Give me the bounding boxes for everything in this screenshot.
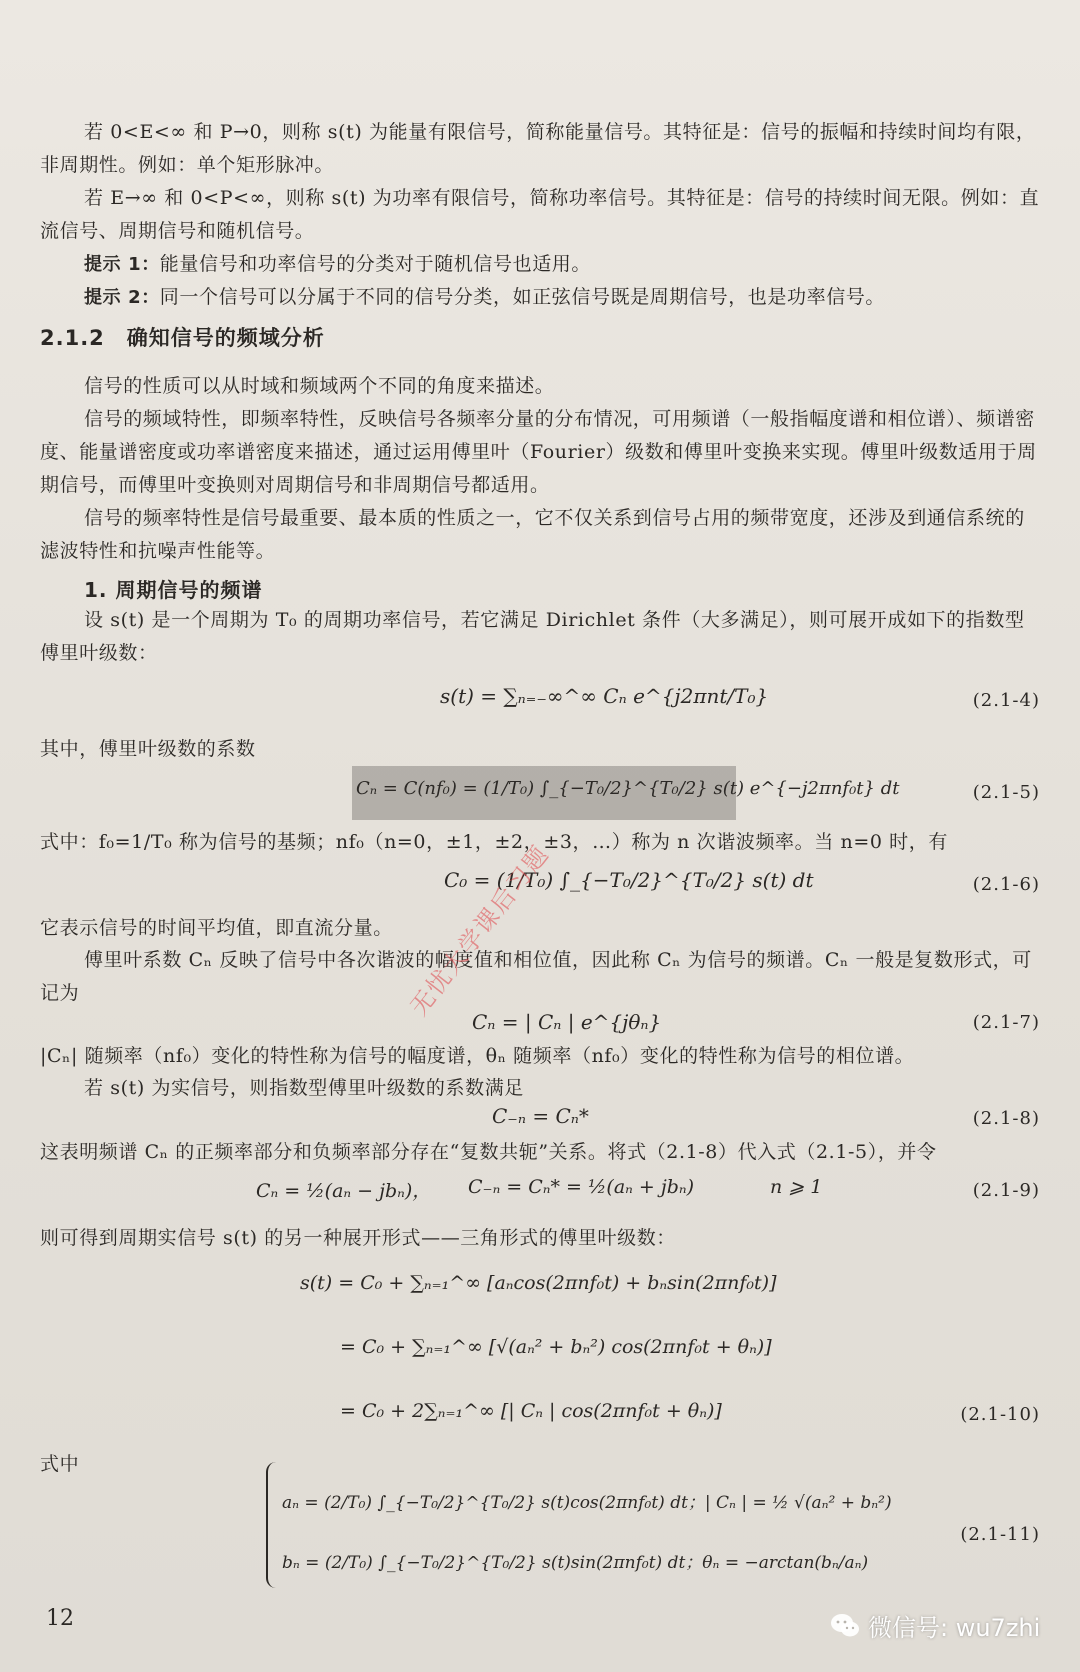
equation-number-2-1-7: (2.1-7) [972,1012,1040,1033]
paragraph-energy-signal: 若 0<E<∞ 和 P→0，则称 s(t) 为能量有限信号，简称能量信号。其特征是：信号的振幅和持续时间均有限，非周期性。例如：单个矩形脉冲。 [40,121,1036,176]
paragraph-spectrum-definition: 傅里叶系数 Cₙ 反映了信号中各次谐波的幅度值和相位值，因此称 Cₙ 为信号的频谱。Cₙ 一般是复数形式，可记为 [40,949,1032,1004]
formula-2-1-10-line-2: = C₀ + ∑ₙ₌₁^∞ [√(aₙ² + bₙ²) cos(2πnf₀t + θₙ)] [340,1336,772,1358]
wechat-icon [830,1613,860,1639]
paragraph-dirichlet: 设 s(t) 是一个周期为 T₀ 的周期功率信号，若它满足 Dirichlet 条件（大多满足），则可展开成如下的指数型傅里叶级数： [40,609,1025,664]
formula-2-1-4: s(t) = ∑ₙ₌₋∞^∞ Cₙ e^{j2πnt/T₀} [440,684,769,708]
formula-2-1-7: Cₙ = | Cₙ | e^{jθₙ} [472,1010,662,1034]
paragraph-dc-component: 它表示信号的时间平均值，即直流分量。 [40,917,393,939]
watermark-text: 无忧大学课后习题 [404,839,555,1021]
formula-2-1-8: C₋ₙ = Cₙ* [492,1104,589,1128]
formula-2-1-10-line-3: = C₀ + 2∑ₙ₌₁^∞ [| Cₙ | cos(2πnf₀t + θₙ)] [340,1400,722,1422]
paragraph-amplitude-phase: |Cₙ| 随频率（nf₀）变化的特性称为信号的幅度谱，θₙ 随频率（nf₀）变化的特性称为信号的相位谱。 [40,1045,915,1067]
formula-2-1-6: C₀ = (1/T₀) ∫_{−T₀/2}^{T₀/2} s(t) dt [444,868,814,892]
hint-1-text: 能量信号和功率信号的分类对于随机信号也适用。 [159,253,591,275]
equation-number-2-1-9: (2.1-9) [972,1180,1040,1201]
equation-brace [266,1462,282,1588]
formula-2-1-5: Cₙ = C(nf₀) = (1/T₀) ∫_{−T₀/2}^{T₀/2} s(t) e^{−j2πnf₀t} dt [356,778,900,799]
formula-2-1-9a: Cₙ = ½(aₙ − jbₙ)， [256,1180,432,1202]
equation-number-2-1-11: (2.1-11) [960,1524,1040,1545]
paragraph-frequency-domain: 信号的频域特性，即频率特性，反映信号各频率分量的分布情况，可用频谱（一般指幅度谱和相位谱）、频谱密度、能量谱密度或功率谱密度来描述，通过运用傅里叶（Fourier）级数和傅里叶变换来实现。傅里叶级数适用于周期信号，而傅里叶变换则对周期信号和非周期信号都适用。 [40,408,1037,496]
section-heading: 2.1.2 确知信号的频域分析 [40,326,325,350]
equation-number-2-1-5: (2.1-5) [972,782,1040,803]
page-number: 12 [46,1606,74,1631]
paragraph-frequency-importance: 信号的频率特性是信号最重要、最本质的性质之一，它不仅关系到信号占用的频带宽度，还涉及到通信系统的滤波特性和抗噪声性能等。 [40,507,1025,562]
paragraph-fundamental-frequency: 式中：f₀=1/T₀ 称为信号的基频；nf₀（n=0，±1，±2，±3，…）称为 n 次谐波频率。当 n=0 时，有 [40,831,948,853]
paragraph-where: 式中 [40,1453,80,1475]
formula-2-1-10-line-1: s(t) = C₀ + ∑ₙ₌₁^∞ [aₙcos(2πnf₀t) + bₙsin(2πnf₀t)] [300,1272,777,1294]
hint-2-text: 同一个信号可以分属于不同的信号分类，如正弦信号既是周期信号，也是功率信号。 [159,286,885,308]
paragraph-power-signal: 若 E→∞ 和 0<P<∞，则称 s(t) 为功率有限信号，简称功率信号。其特征是：信号的持续时间无限。例如：直流信号、周期信号和随机信号。 [40,187,1040,242]
equation-number-2-1-4: (2.1-4) [972,690,1040,711]
hint-2 [40,281,1042,314]
formula-2-1-11-line-1: aₙ = (2/T₀) ∫_{−T₀/2}^{T₀/2} s(t)cos(2πnf₀t) dt；| Cₙ | = ½ √(aₙ² + bₙ²) [282,1493,892,1513]
equation-number-2-1-6: (2.1-6) [972,874,1040,895]
subsection-heading: 1. 周期信号的频谱 [84,578,263,602]
paragraph-coefficients-intro: 其中，傅里叶级数的系数 [40,738,256,760]
equation-number-2-1-10: (2.1-10) [960,1404,1040,1425]
wechat-id: 微信号: wu7zhi [868,1614,1041,1642]
hint-1 [40,248,1042,281]
hint-2-label: 提示 2： [84,287,160,308]
formula-2-1-9c: n ⩾ 1 [770,1176,823,1198]
equation-number-2-1-8: (2.1-8) [972,1108,1040,1129]
paragraph-real-signal: 若 s(t) 为实信号，则指数型傅里叶级数的系数满足 [84,1077,524,1099]
hint-1-label: 提示 1： [84,254,160,275]
wechat-badge [830,1608,1040,1643]
paragraph-signal-properties: 信号的性质可以从时域和频域两个不同的角度来描述。 [84,375,555,397]
formula-2-1-9b: C₋ₙ = Cₙ* = ½(aₙ + jbₙ) [468,1176,695,1198]
paragraph-trig-form: 则可得到周期实信号 s(t) 的另一种展开形式——三角形式的傅里叶级数： [40,1227,676,1249]
formula-2-1-11-line-2: bₙ = (2/T₀) ∫_{−T₀/2}^{T₀/2} s(t)sin(2πnf₀t) dt；θₙ = −arctan(bₙ/aₙ) [282,1553,869,1573]
paragraph-conjugate: 这表明频谱 Cₙ 的正频率部分和负频率部分存在“复数共轭”关系。将式（2.1-8）代入式（2.1-5），并令 [40,1141,937,1163]
